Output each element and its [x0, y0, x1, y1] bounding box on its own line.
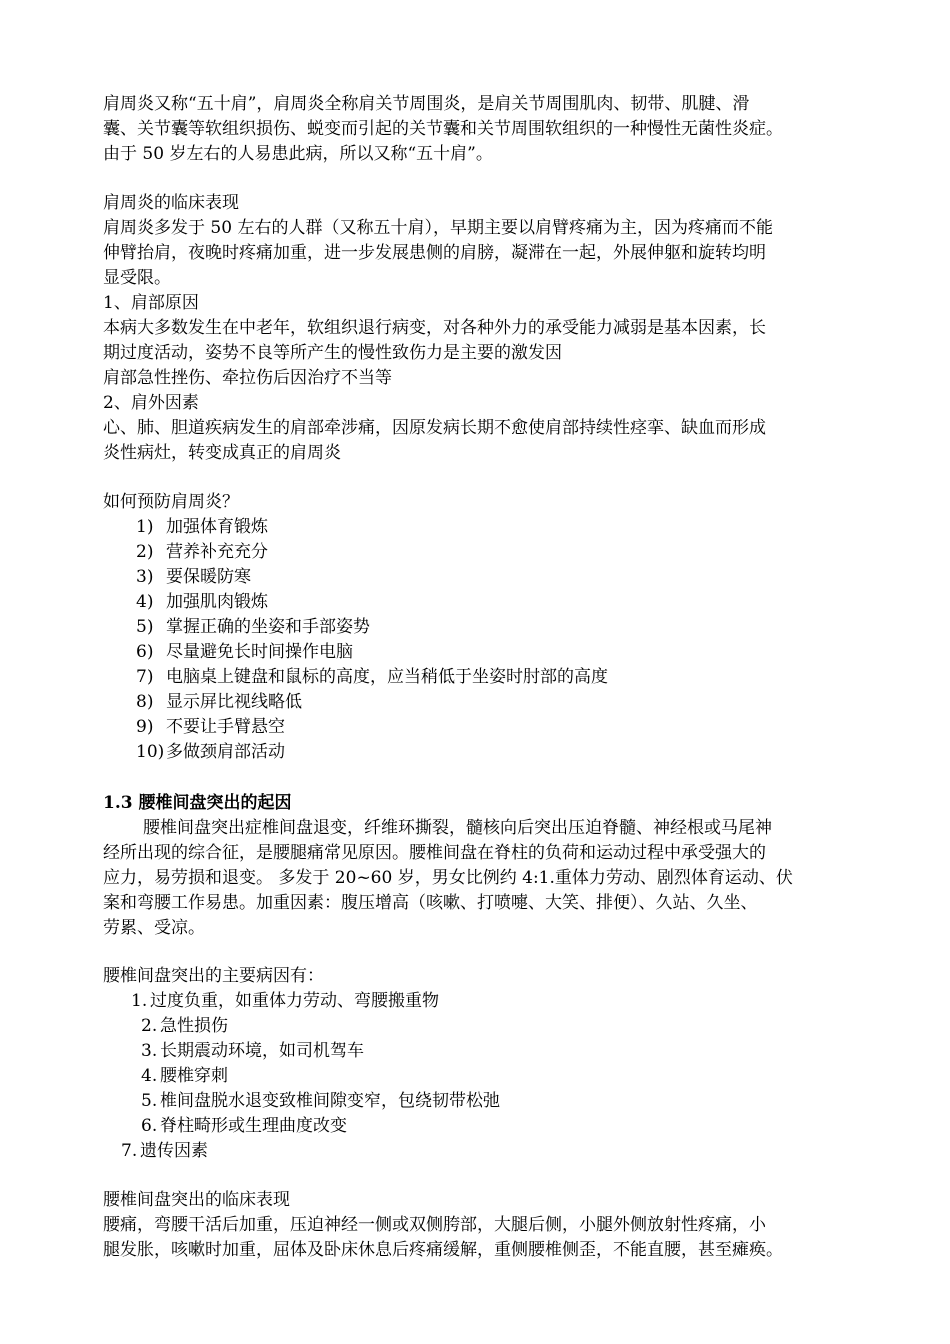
list-number: 6.: [141, 1116, 158, 1136]
list-number: 3.: [141, 1041, 158, 1061]
text-line: 腰痛，弯腰干活后加重，压迫神经一侧或双侧胯部，大腿后侧，小腿外侧放射性疼痛，小: [103, 1215, 766, 1235]
text-line: 本病大多数发生在中老年，软组织退行病变，对各种外力的承受能力减弱是基本因素，长: [103, 318, 766, 338]
list-number: 5): [136, 617, 154, 637]
list-number: 5.: [141, 1091, 158, 1111]
list-text: 不要让手臂悬空: [166, 717, 285, 737]
section-heading: 1.3 腰椎间盘突出的起因: [103, 793, 292, 813]
list-item: [103, 1014, 873, 1039]
prevention-section: [103, 490, 873, 765]
intro-paragraph: [103, 92, 873, 167]
list-item: [103, 989, 873, 1014]
list-item: [103, 715, 873, 740]
list-text: 显示屏比视线略低: [166, 692, 302, 712]
clinical-section: [103, 191, 873, 466]
list-item: [103, 740, 873, 765]
text-line: 肩周炎多发于 50 左右的人群（又称五十肩），早期主要以肩臂疼痛为主，因为疼痛而不能: [103, 218, 773, 238]
list-text: 长期震动环境，如司机驾车: [160, 1041, 364, 1061]
text-line: 心、肺、胆道疾病发生的肩部牵涉痛，因原发病长期不愈使肩部持续性痉挛、缺血而形成: [103, 418, 766, 438]
list-item: [103, 640, 873, 665]
list-item: [103, 1089, 873, 1114]
list-item: [103, 1039, 873, 1064]
list-item: [103, 1139, 873, 1164]
text-line: 囊、关节囊等软组织损伤、蜕变而引起的关节囊和关节周围软组织的一种慢性无菌性炎症。: [103, 119, 783, 139]
list-number: 8): [136, 692, 154, 712]
list-number: 4.: [141, 1066, 158, 1086]
list-number: 9): [136, 717, 154, 737]
list-text: 电脑桌上键盘和鼠标的高度，应当稍低于坐姿时肘部的高度: [166, 667, 608, 687]
list-text: 脊柱畸形或生理曲度改变: [160, 1116, 347, 1136]
text-line: 案和弯腰工作易患。加重因素：腹压增高（咳嗽、打喷嚏、大笑、排便）、久站、久坐、: [103, 893, 758, 913]
list-number: 7): [136, 667, 154, 687]
list-item: [103, 515, 873, 540]
list-text: 遗传因素: [140, 1141, 208, 1161]
text-line: 腰椎间盘突出症椎间盘退变，纤维环撕裂，髓核向后突出压迫脊髓、神经根或马尾神: [143, 818, 772, 838]
list-item: [103, 565, 873, 590]
list-number: 6): [136, 642, 154, 662]
section-title: 肩周炎的临床表现: [103, 193, 239, 213]
list-text: 掌握正确的坐姿和手部姿势: [166, 617, 370, 637]
text-line: 经所出现的综合征，是腰腿痛常见原因。腰椎间盘在脊柱的负荷和运动过程中承受强大的: [103, 843, 766, 863]
list-item: [103, 690, 873, 715]
text-line: 由于 50 岁左右的人易患此病，所以又称“五十肩”。: [103, 144, 493, 164]
list-text: 过度负重，如重体力劳动、弯腰搬重物: [150, 991, 439, 1011]
list-text: 多做颈肩部活动: [166, 742, 285, 762]
list-text: 椎间盘脱水退变致椎间隙变窄，包绕韧带松弛: [160, 1091, 500, 1111]
list-number: 7.: [121, 1141, 138, 1161]
list-text: 腰椎穿刺: [160, 1066, 228, 1086]
text-line: 腿发胀，咳嗽时加重，屈体及卧床休息后疼痛缓解，重侧腰椎侧歪，不能直腰，甚至瘫痪。: [103, 1240, 783, 1260]
list-item: [103, 540, 873, 565]
text-line: 显受限。: [103, 268, 171, 288]
section-title: 如何预防肩周炎？: [103, 492, 239, 512]
list-text: 要保暖防寒: [166, 567, 251, 587]
text-line: 炎性病灶，转变成真正的肩周炎: [103, 443, 341, 463]
text-line: 劳累、受凉。: [103, 918, 205, 938]
list-text: 急性损伤: [160, 1016, 228, 1036]
list-number: 1): [136, 517, 154, 537]
list-number: 3): [136, 567, 154, 587]
list-item: [103, 665, 873, 690]
text-line: 期过度活动，姿势不良等所产生的慢性致伤力是主要的激发因: [103, 343, 562, 363]
prevention-list: [103, 515, 873, 765]
text-line: 应力，易劳损和退变。 多发于 20~60 岁，男女比例约 4:1.重体力劳动、剧烈体育运动、伏: [103, 868, 793, 888]
text-line: 伸臂抬肩，夜晚时疼痛加重，进一步发展患侧的肩膀，凝滞在一起，外展伸躯和旋转均明: [103, 243, 766, 263]
list-number: 10): [136, 742, 165, 762]
text-line: 肩部急性挫伤、牵拉伤后因治疗不当等: [103, 368, 392, 388]
list-text: 尽量避免长时间操作电脑: [166, 642, 353, 662]
list-text: 加强体育锻炼: [166, 517, 268, 537]
list-number: 4): [136, 592, 154, 612]
section-title: 腰椎间盘突出的临床表现: [103, 1190, 290, 1210]
subheading: 1、肩部原因: [103, 293, 199, 313]
list-item: [103, 1064, 873, 1089]
section-title: 腰椎间盘突出的主要病因有：: [103, 966, 324, 986]
causes-list: [103, 989, 873, 1164]
list-item: [103, 1114, 873, 1139]
text-line: 肩周炎又称“五十肩”，肩周炎全称肩关节周围炎，是肩关节周围肌肉、韧带、肌腱、滑: [103, 94, 750, 114]
list-number: 1.: [131, 991, 148, 1011]
list-text: 加强肌肉锻炼: [166, 592, 268, 612]
subheading: 2、肩外因素: [103, 393, 199, 413]
list-number: 2): [136, 542, 154, 562]
list-text: 营养补充充分: [166, 542, 268, 562]
list-number: 2.: [141, 1016, 158, 1036]
causes-section: [103, 964, 873, 1164]
lumbar-clinical-section: [103, 1188, 873, 1263]
list-item: [103, 615, 873, 640]
section-1-3: [103, 791, 873, 941]
list-item: [103, 590, 873, 615]
